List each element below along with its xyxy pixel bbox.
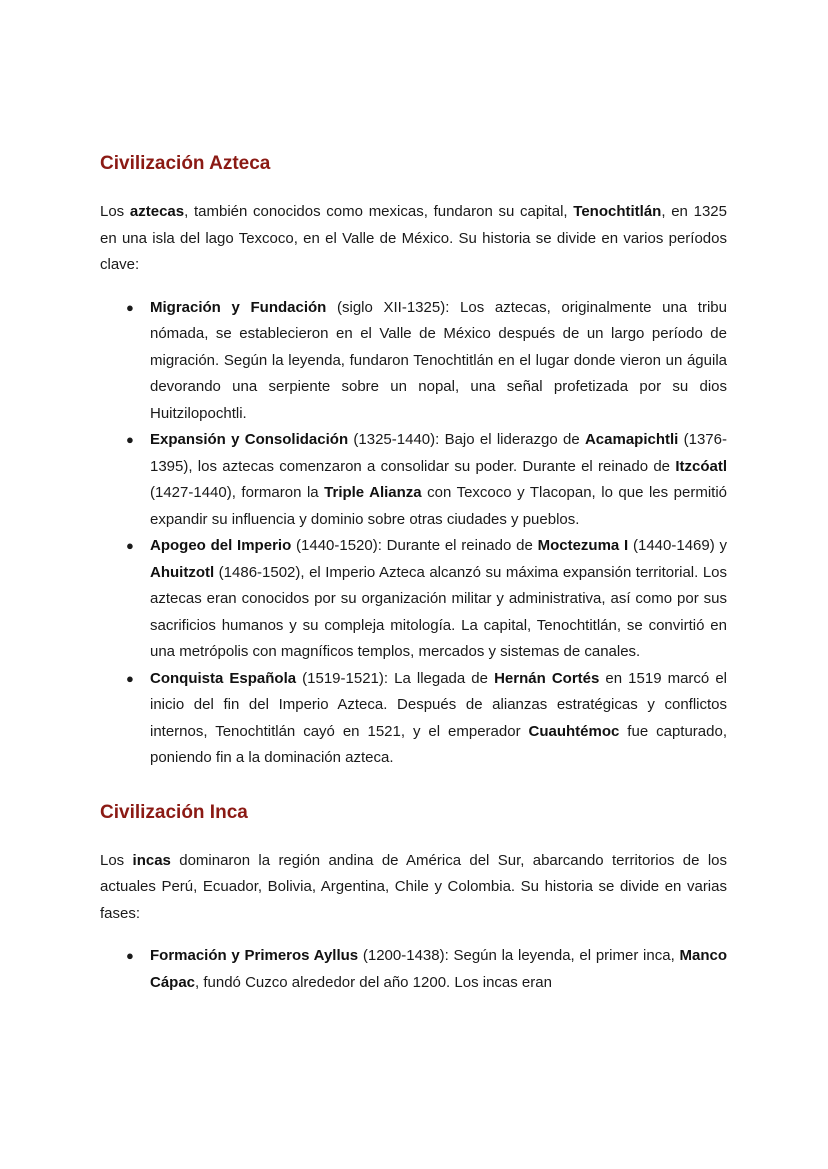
bullet-icon: ●	[126, 299, 134, 315]
bold-term: Formación y Primeros Ayllus	[150, 947, 359, 964]
text-run: , fundó Cuzco alrededor del año 1200. Los incas eran	[195, 973, 552, 991]
bold-term: Tenochtitlán	[573, 203, 662, 220]
text-run: con Texcoco y Tlacopan, lo que les permitió expandir su influencia y dominio sobre otras ciudades y pueblos.	[150, 484, 728, 528]
list-item	[126, 666, 728, 772]
bullet-list-azteca	[100, 295, 727, 772]
intro-paragraph-inca	[100, 848, 727, 928]
text-run: (1427-1440), formaron la	[150, 484, 325, 501]
text-run: (1440-1520): Durante el reinado de	[291, 537, 538, 554]
list-item-text	[150, 537, 727, 660]
document-page	[100, 148, 727, 996]
intro-paragraph-azteca	[100, 199, 727, 279]
bold-term: Manco Cápac	[150, 947, 727, 991]
bold-term: Conquista Española	[150, 669, 297, 687]
list-item	[126, 943, 727, 996]
bold-term: Moctezuma I	[537, 537, 629, 554]
list-item-text	[150, 431, 727, 528]
bold-term: Ahuitzotl	[150, 563, 215, 581]
text-run: en 1519 marcó el inicio del fin del Imperio Azteca. Después de alianzas estratégicas y conflictos internos, Tenochtitlán cayó en 1521, y el emperador	[150, 669, 728, 740]
text-run: , en 1325 en una isla del lago Texcoco, en el Valle de México. Su historia se divide en varios períodos clave:	[100, 203, 727, 273]
bold-term: Migración y Fundación	[150, 298, 327, 316]
bold-term: Cuauhtémoc	[528, 722, 620, 740]
list-item-text	[150, 299, 727, 422]
bold-term: Itzcóatl	[675, 457, 727, 475]
bold-term: Expansión y Consolidación	[150, 431, 349, 448]
section-heading-azteca: Civilización Azteca	[100, 153, 271, 174]
text-run: (siglo XII-1325): Los aztecas, originalmente una tribu nómada, se establecieron en el Valle de México después de un largo período de migración. Según la leyenda, fundaron Tenochtitlán en el lugar donde vieron un águila devorando una serpiente sobre un nopal, una señal profetizada por su dios Huitzilopochtli.	[150, 298, 727, 422]
list-item	[126, 533, 728, 666]
bold-term: Hernán Cortés	[494, 669, 600, 687]
text-run: (1519-1521): La llegada de	[296, 669, 495, 687]
text-run: (1440-1469) y	[628, 537, 728, 554]
bullet-icon: ●	[126, 432, 134, 447]
text-run: Los	[100, 203, 130, 220]
text-run: dominaron la región andina de América del Sur, abarcando territorios de los actuales Perú, Ecuador, Bolivia, Argentina, Chile y Colombia. Su historia se divide en varias fases:	[100, 851, 727, 922]
section-heading-inca: Civilización Inca	[100, 801, 248, 823]
list-item-text	[150, 947, 727, 991]
list-item	[126, 295, 727, 428]
bold-term: aztecas	[129, 203, 185, 220]
bold-term: Acamapichtli	[584, 431, 679, 448]
text-run: , también conocidos como mexicas, fundaron su capital,	[184, 203, 574, 220]
text-run: (1325-1440): Bajo el liderazgo de	[348, 431, 585, 448]
text-run: Los	[100, 851, 133, 869]
bold-term: Triple Alianza	[324, 484, 422, 501]
bold-term: Apogeo del Imperio	[150, 537, 292, 554]
bullet-list-inca	[100, 943, 727, 996]
text-run: (1376-1395), los aztecas comenzaron a consolidar su poder. Durante el reinado de	[150, 431, 727, 475]
list-item-text	[150, 670, 727, 767]
bold-term: incas	[132, 851, 171, 869]
bullet-icon: ●	[126, 538, 134, 553]
list-item	[126, 427, 728, 533]
text-run: (1486-1502), el Imperio Azteca alcanzó su máxima expansión territorial. Los aztecas eran conocidos por su organización militar y administrativa, así como por sus sacrificios humanos y su compleja mitología. La capital, Tenochtitlán, se convirtió en una metrópolis con magníficos templos, mercados y sistemas de canales.	[150, 563, 727, 660]
text-run: (1200-1438): Según la leyenda, el primer inca,	[358, 947, 680, 964]
bullet-icon: ●	[126, 948, 134, 963]
bullet-icon: ●	[126, 670, 134, 686]
text-run: fue capturado, poniendo fin a la dominación azteca.	[150, 722, 727, 766]
